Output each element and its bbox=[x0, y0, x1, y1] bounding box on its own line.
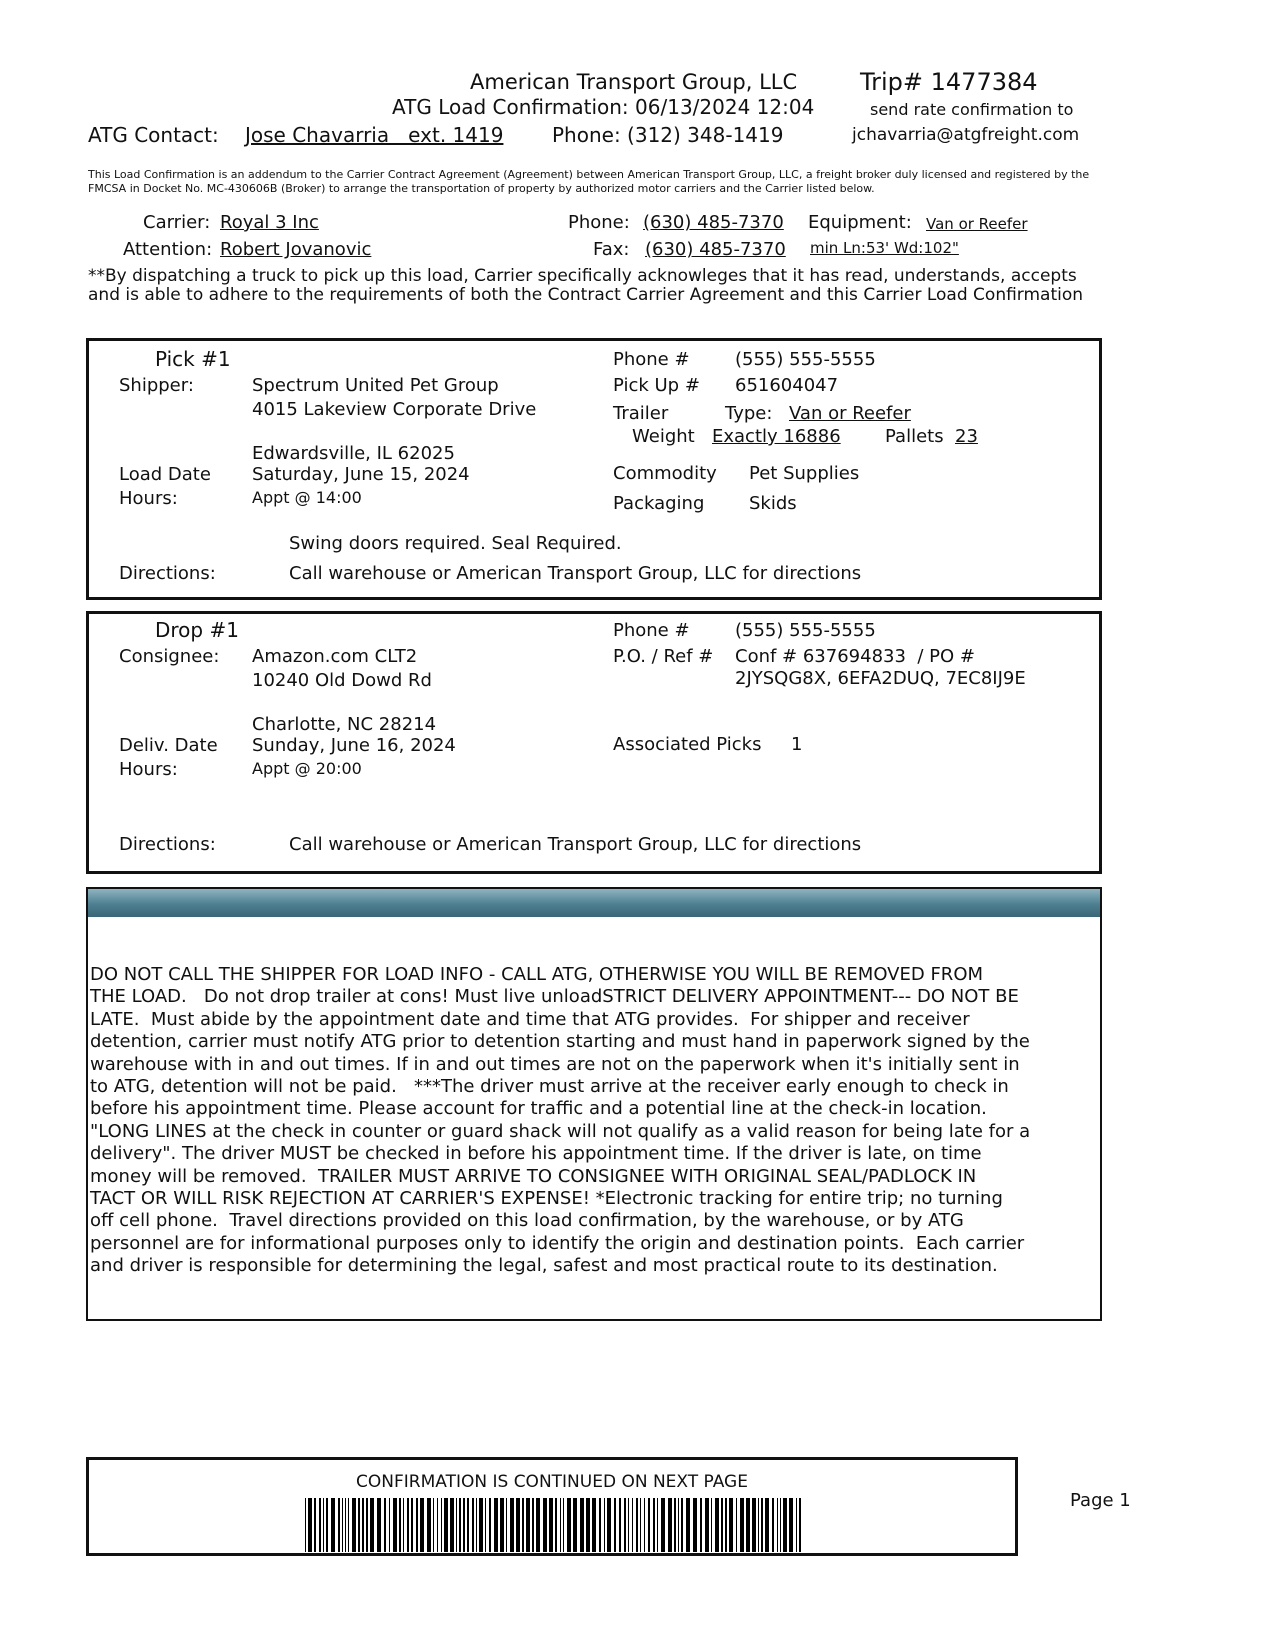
pickup-number-label: Pick Up # bbox=[613, 375, 700, 396]
consignee-name: Amazon.com CLT2 bbox=[252, 646, 418, 667]
pick-note: Swing doors required. Seal Required. bbox=[289, 533, 622, 554]
shipper-city: Edwardsville, IL 62025 bbox=[252, 443, 455, 464]
load-date-value: Saturday, June 15, 2024 bbox=[252, 464, 470, 485]
consignee-address: 10240 Old Dowd Rd bbox=[252, 670, 432, 691]
deliv-date-label: Deliv. Date bbox=[119, 735, 218, 756]
carrier-phone-label: Phone: bbox=[568, 212, 630, 233]
trailer-type-value: Van or Reefer bbox=[789, 403, 911, 424]
equipment-value: Van or Reefer bbox=[926, 215, 1028, 233]
weight-label: Weight bbox=[632, 426, 695, 447]
carrier-fax-label: Fax: bbox=[593, 239, 630, 260]
page-number: Page 1 bbox=[1070, 1490, 1131, 1511]
equipment-dimensions: min Ln:53' Wd:102" bbox=[810, 239, 959, 257]
pick-title: Pick #1 bbox=[155, 347, 231, 371]
barcode-image bbox=[305, 1498, 805, 1554]
carrier-phone-value: (630) 485-7370 bbox=[643, 212, 784, 233]
weight-value: Exactly 16886 bbox=[712, 426, 841, 447]
instruction-line: and driver is responsible for determining the legal, safest and most practical route to its destination. bbox=[90, 1255, 998, 1277]
pick-hours-value: Appt @ 14:00 bbox=[252, 488, 362, 507]
associated-picks-value: 1 bbox=[791, 734, 803, 755]
po-ref-label: P.O. / Ref # bbox=[613, 646, 714, 667]
load-confirmation-date: ATG Load Confirmation: 06/13/2024 12:04 bbox=[392, 95, 815, 119]
addendum-text: This Load Confirmation is an addendum to the Carrier Contract Agreement (Agreement) between American Transport Group, LLC, a freight broker duly licensed and registered by the FMCSA in Docket No. MC-430606B (Broker) to arrange the transportation of property by authorized motor carriers and the Carrier listed below. bbox=[88, 168, 1090, 195]
shipper-name: Spectrum United Pet Group bbox=[252, 375, 499, 396]
load-date-label: Load Date bbox=[119, 464, 211, 485]
po-ref-line-2: 2JYSQG8X, 6EFA2DUQ, 7EC8IJ9E bbox=[735, 668, 1026, 689]
continued-box bbox=[86, 1457, 1018, 1556]
dispatch-note-line-2: and is able to adhere to the requirements of both the Contract Carrier Agreement and this Carrier Load Confirmation bbox=[88, 285, 1084, 305]
carrier-label: Carrier: bbox=[143, 212, 211, 233]
company-name: American Transport Group, LLC bbox=[470, 70, 798, 94]
instruction-line: money will be removed. TRAILER MUST ARRIVE TO CONSIGNEE WITH ORIGINAL SEAL/PADLOCK IN bbox=[90, 1165, 977, 1187]
pick-section bbox=[86, 338, 1102, 600]
drop-phone-value: (555) 555-5555 bbox=[735, 620, 876, 641]
instructions-text bbox=[90, 964, 1100, 1278]
atg-contact-email[interactable]: jchavarria@atgfreight.com bbox=[852, 125, 1080, 145]
pick-phone-label: Phone # bbox=[613, 349, 690, 370]
deliv-date-value: Sunday, June 16, 2024 bbox=[252, 735, 456, 756]
pick-hours-label: Hours: bbox=[119, 488, 178, 509]
pick-phone-value: (555) 555-5555 bbox=[735, 349, 876, 370]
instructions-section bbox=[86, 887, 1102, 1321]
commodity-value: Pet Supplies bbox=[749, 463, 860, 484]
shipper-label: Shipper: bbox=[119, 375, 194, 396]
shipper-address: 4015 Lakeview Corporate Drive bbox=[252, 399, 537, 420]
pallets-value: 23 bbox=[955, 426, 978, 447]
carrier-fax-value: (630) 485-7370 bbox=[645, 239, 786, 260]
po-ref-line-1: Conf # 637694833 / PO # bbox=[735, 646, 975, 667]
instruction-line: THE LOAD. Do not drop trailer at cons! Must live unloadSTRICT DELIVERY APPOINTMENT--- DO NOT BE bbox=[90, 986, 1019, 1008]
instruction-line: TACT OR WILL RISK REJECTION AT CARRIER'S EXPENSE! *Electronic tracking for entire trip; no turning bbox=[90, 1188, 1003, 1210]
drop-section bbox=[86, 611, 1102, 874]
atg-contact-name: Jose Chavarria ext. 1419 bbox=[245, 123, 504, 147]
packaging-label: Packaging bbox=[613, 493, 705, 514]
instruction-line: delivery". The driver MUST be checked in before his appointment time. If the driver is late, on time bbox=[90, 1143, 982, 1165]
associated-picks-label: Associated Picks bbox=[613, 734, 762, 755]
instruction-line: before his appointment time. Please account for traffic and a potential line at the check-in location. bbox=[90, 1098, 987, 1120]
equipment-label: Equipment: bbox=[808, 212, 912, 233]
send-rate-label: send rate confirmation to bbox=[870, 100, 1074, 119]
atg-contact-label: ATG Contact: bbox=[88, 123, 219, 147]
continued-text: CONFIRMATION IS CONTINUED ON NEXT PAGE bbox=[356, 1472, 748, 1492]
instruction-line: warehouse with in and out times. If in and out times are not on the paperwork when it's initially sent in bbox=[90, 1053, 1020, 1075]
atg-contact-phone: Phone: (312) 348-1419 bbox=[552, 123, 784, 147]
instruction-line: off cell phone. Travel directions provided on this load confirmation, by the warehouse, or by ATG bbox=[90, 1210, 964, 1232]
drop-directions-label: Directions: bbox=[119, 834, 216, 855]
instruction-line: detention, carrier must notify ATG prior to detention starting and must hand in paperwork signed by the bbox=[90, 1031, 1030, 1053]
drop-hours-label: Hours: bbox=[119, 759, 178, 780]
carrier-value: Royal 3 Inc bbox=[220, 212, 319, 233]
consignee-city: Charlotte, NC 28214 bbox=[252, 714, 437, 735]
pick-directions-label: Directions: bbox=[119, 563, 216, 584]
commodity-label: Commodity bbox=[613, 463, 717, 484]
instruction-line: to ATG, detention will not be paid. ***The driver must arrive at the receiver early enough to check in bbox=[90, 1076, 1009, 1098]
trip-number: Trip# 1477384 bbox=[860, 68, 1038, 96]
pallets-label: Pallets bbox=[885, 426, 944, 447]
pickup-number-value: 651604047 bbox=[735, 375, 839, 396]
drop-phone-label: Phone # bbox=[613, 620, 690, 641]
pick-directions-value: Call warehouse or American Transport Group, LLC for directions bbox=[289, 563, 862, 584]
instruction-line: personnel are for informational purposes only to identify the origin and destination points. Each carrier bbox=[90, 1232, 1025, 1254]
trailer-label: Trailer bbox=[613, 403, 669, 424]
instruction-line: LATE. Must abide by the appointment date and time that ATG provides. For shipper and receiver bbox=[90, 1008, 970, 1030]
consignee-label: Consignee: bbox=[119, 646, 220, 667]
attention-value: Robert Jovanovic bbox=[220, 239, 372, 260]
drop-hours-value: Appt @ 20:00 bbox=[252, 759, 362, 778]
attention-label: Attention: bbox=[123, 239, 213, 260]
trailer-type-label: Type: bbox=[725, 403, 773, 424]
instruction-line: "LONG LINES at the check in counter or guard shack will not qualify as a valid reason for being late for a bbox=[90, 1120, 1031, 1142]
dispatch-note-line-1: **By dispatching a truck to pick up this load, Carrier specifically acknowleges that it has read, understands, accepts bbox=[88, 266, 1077, 286]
drop-directions-value: Call warehouse or American Transport Group, LLC for directions bbox=[289, 834, 862, 855]
instruction-line: DO NOT CALL THE SHIPPER FOR LOAD INFO - CALL ATG, OTHERWISE YOU WILL BE REMOVED FROM bbox=[90, 964, 984, 985]
instructions-header-bar bbox=[88, 889, 1100, 917]
drop-title: Drop #1 bbox=[155, 618, 239, 642]
packaging-value: Skids bbox=[749, 493, 797, 514]
